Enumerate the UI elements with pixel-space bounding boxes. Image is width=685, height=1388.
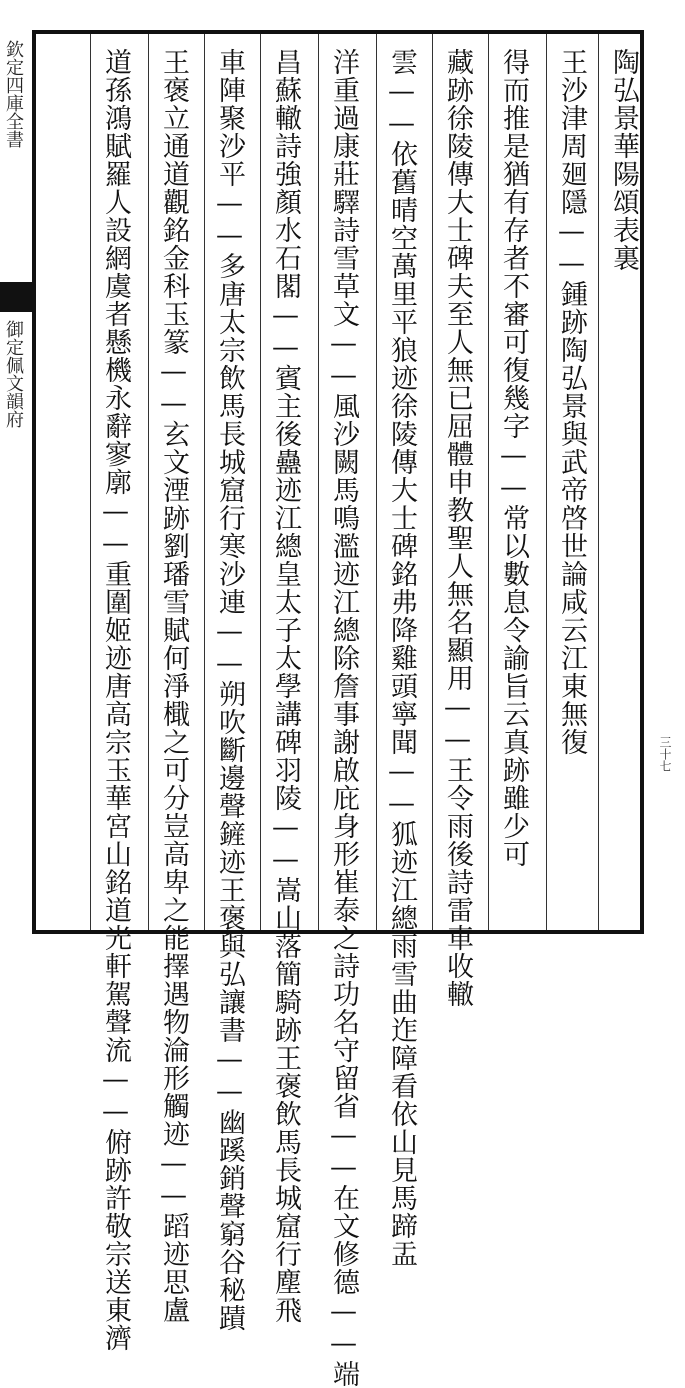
margin-tab-bar [0,282,36,312]
page-frame-top [32,30,644,34]
text-column: 王沙津周廻隱——鍾跡陶弘景與武帝啓世論咸云江東無復 [556,48,587,756]
text-column: 車陣聚沙平——多唐太宗飲馬長城窟行寒沙連——朔吹斷邊聲鏟迹王褒與弘讓書——幽蹊銷聲窮谷秘蹟 [214,48,245,1332]
text-column: 洋重過康莊驛詩雪草文——風沙闕馬鳴濫迹江總除詹事謝啟庇身形崔泰之詩功名守留省——在文修德——端 [328,48,359,1388]
text-column: 雲——依舊晴空萬里平狼迹徐陵傳大士碑銘弗降雞頭寧聞——狐迹江總雨雪曲迮障看依山見馬蹄盂 [386,48,417,1268]
page-frame-left [32,30,36,934]
text-column: 陶弘景華陽頌表裏 [608,48,639,272]
text-column: 得而推是猶有存者不審可復幾字——常以數息令諭旨云真跡雖少可 [498,48,529,868]
column-rule [546,34,547,930]
column-rule [432,34,433,930]
column-rule [318,34,319,930]
column-rule [90,34,91,930]
column-rule [260,34,261,930]
column-rule [148,34,149,930]
column-rule [598,34,599,930]
page-number: 三十七 [658,736,672,772]
running-title: 欽定四庫全書 [3,40,24,148]
column-rule [376,34,377,930]
text-column: 藏跡徐陵傳大士碑夫至人無已屈體申教聖人無名顯用——王令雨後詩雷車收轍 [442,48,473,1008]
column-rule [488,34,489,930]
column-rule [204,34,205,930]
text-column: 昌蘇轍詩強顏水石閣——賓主後蠱迹江總皇太子太學講碑羽陵——嵩山落簡騎跡王褒飲馬長城窟行塵飛 [270,48,301,1324]
volume-title: 御定佩文韻府 [3,320,24,428]
text-column: 道孫鴻賦羅人設網虞者懸機永辭寥廓——重圍姬迹唐高宗玉華宮山銘道光軒駕聲流——俯跡許敬宗送東濟 [100,48,131,1352]
text-column: 王褒立通道觀銘金科玉篆——玄文湮跡劉璠雪賦何淨檝之可分豈高卑之能擇遇物淪形觸迹——蹈迹思盧 [158,48,189,1324]
